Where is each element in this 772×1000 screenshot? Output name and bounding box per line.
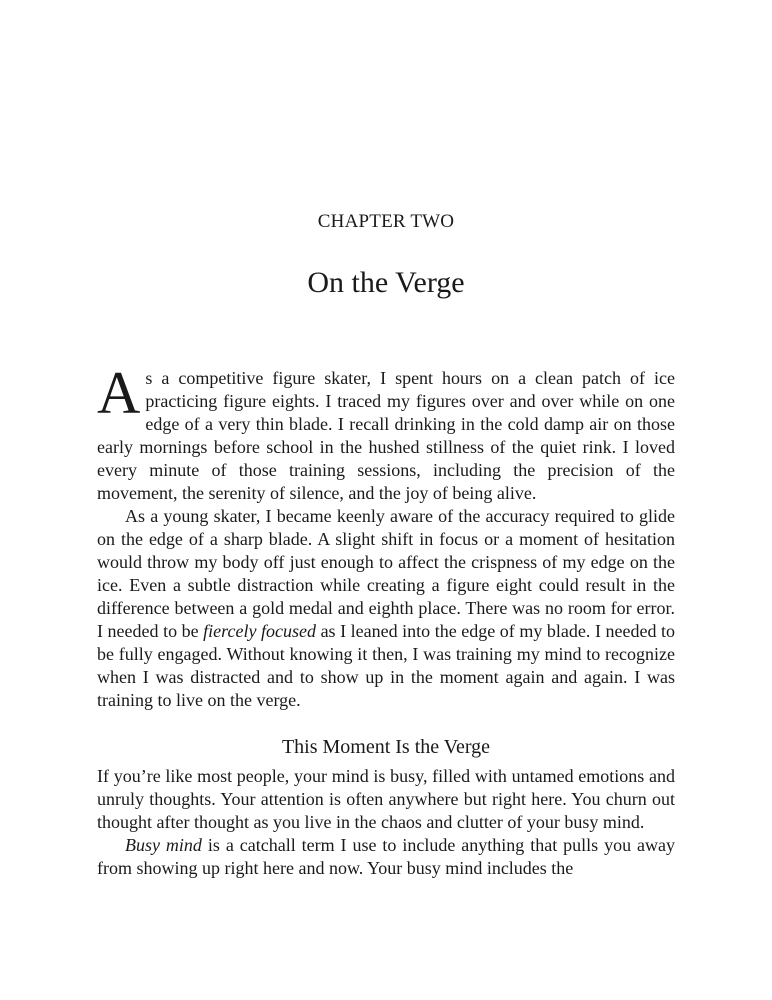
chapter-title: On the Verge bbox=[307, 266, 465, 299]
verge-section bbox=[97, 765, 675, 880]
paragraph-text-after: as I leaned into the edge of my blade. I needed to be fully engaged. Without knowing it then, I was training my mind to recognize when I was distracted and to show up in the moment again and again. I was training to live on the verge. bbox=[97, 621, 676, 710]
paragraph-text-before: As a young skater, I became keenly aware of the accuracy required to glide on the edge of a sharp blade. A slight shift in focus or a moment of hesitation would throw my body off just enough to affect the crispness of my edge on the ice. Even a subtle distraction while creating a figure eight could result in the difference between a gold medal and eighth place. There was no room for error. I needed to be bbox=[97, 506, 675, 641]
emphasis-busy-mind: Busy mind bbox=[125, 835, 202, 855]
emphasis-fiercely-focused: fiercely focused bbox=[203, 621, 317, 641]
opening-section bbox=[97, 360, 676, 712]
chapter-label: CHAPTER TWO bbox=[317, 211, 455, 232]
drop-cap: A bbox=[97, 360, 141, 426]
paragraph-young-skater bbox=[97, 505, 675, 712]
paragraph-busy-mind-definition bbox=[97, 834, 675, 880]
opening-paragraph bbox=[97, 360, 675, 505]
opening-paragraph-text: s a competitive figure skater, I spent hours on a clean patch of ice practicing figure eights. I traced my figures over and over while on one edge of a very thin blade. I recall drinking in the cold damp air on those early mornings before school in the hushed stillness of the quiet rink. I loved every minute of those training sessions, including the precision of the movement, the serenity of silence, and the joy of being alive. bbox=[97, 368, 675, 503]
paragraph-text-after: is a catchall term I use to include anything that pulls you away from showing up right here and now. Your busy mind includes the bbox=[97, 835, 675, 878]
section-heading: This Moment Is the Verge bbox=[281, 736, 491, 758]
paragraph-busy-mind-intro: If you’re like most people, your mind is busy, filled with untamed emotions and unruly thoughts. Your attention is often anywhere but right here. You churn out thought after thought as you live in the chaos and clutter of your busy mind. bbox=[97, 766, 675, 832]
